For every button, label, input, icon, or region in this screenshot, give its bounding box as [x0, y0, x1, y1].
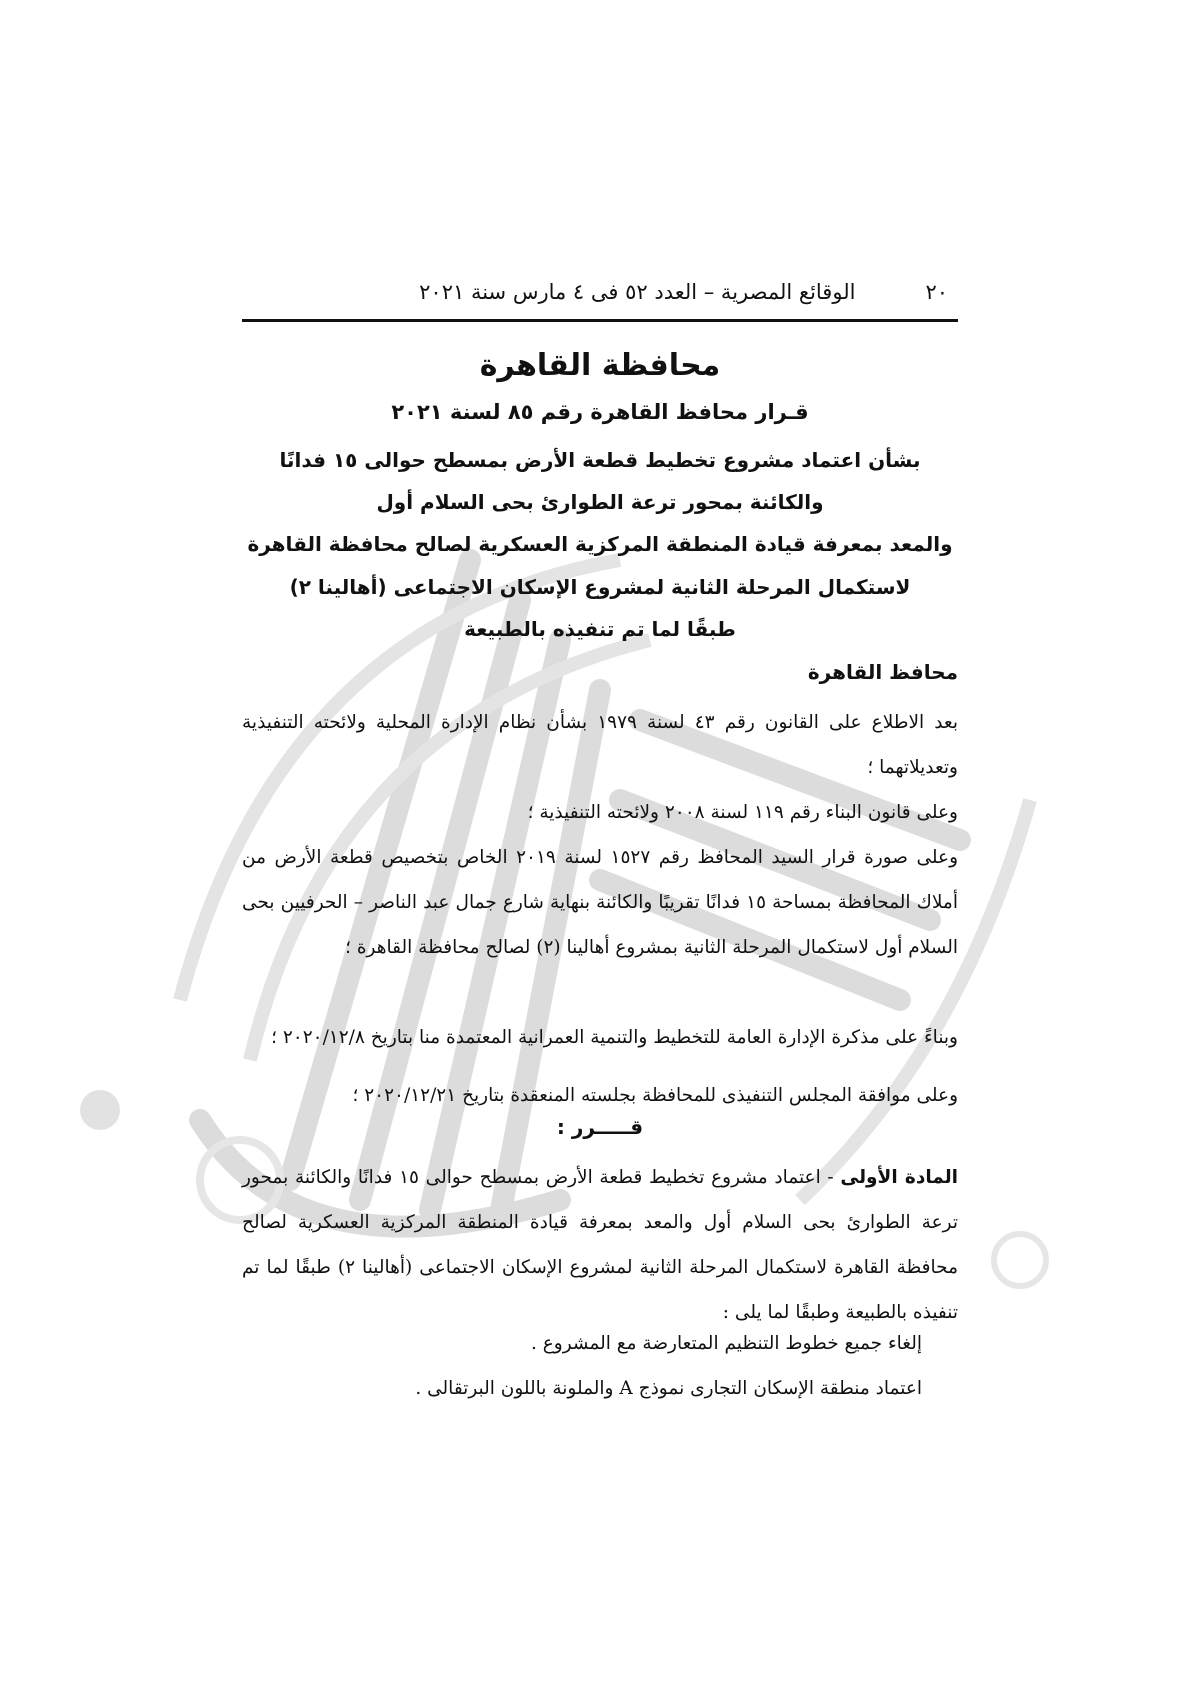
subject-line-3: والمعد بمعرفة قيادة المنطقة المركزية العسكرية لصالح محافظة القاهرة — [247, 532, 953, 556]
article-one — [242, 1155, 958, 1335]
governor-heading: محافظ القاهرة — [807, 660, 958, 684]
article-one-text: - اعتماد مشروع تخطيط قطعة الأرض بمسطح حوالى ١٥ فدانًا والكائنة بمحور ترعة الطوارئ بحى السلام أول والمعد بمعرفة قيادة المنطقة المركزية العسكرية لصالح محافظة القاهرة لاستكمال المرحلة الثانية لمشروع الإسكان الاجتماعى (أهالينا ٢) طبقًا لما تم تنفيذه بالطبيعة وطبقًا لما يلى : — [242, 1167, 958, 1323]
decides-heading: قـــــرر : — [556, 1115, 644, 1139]
subject-line-1: بشأن اعتماد مشروع تخطيط قطعة الأرض بمسطح حوالى ١٥ فدانًا — [279, 448, 921, 472]
subject-line-4: لاستكمال المرحلة الثانية لمشروع الإسكان الاجتماعى (أهالينا ٢) — [289, 575, 911, 599]
decision-title: قـرار محافظ القاهرة رقم ٨٥ لسنة ٢٠٢١ — [391, 400, 809, 424]
list-item-2: اعتماد منطقة الإسكان التجارى نموذج A والملونة باللون البرتقالى . — [415, 1378, 922, 1399]
article-one-label: المادة الأولى — [840, 1167, 958, 1188]
preamble-paragraph-4: وبناءً على مذكرة الإدارة العامة للتخطيط والتنمية العمرانية المعتمدة منا بتاريخ ٢٠٢٠/١٢/٨ ؛ — [271, 1027, 958, 1048]
preamble-paragraph-3: وعلى صورة قرار السيد المحافظ رقم ١٥٢٧ لسنة ٢٠١٩ الخاص بتخصيص قطعة الأرض من أملاك المحافظة بمساحة ١٥ فدانًا تقريبًا والكائنة بنهاية شارع جمال عبد الناصر – الحرفيين بحى السلام أول لاستكمال المرحلة الثانية بمشروع أهالينا (٢) لصالح محافظة القاهرة ؛ — [242, 847, 959, 958]
header-rule — [242, 319, 958, 322]
subject-line-2: والكائنة بمحور ترعة الطوارئ بحى السلام أول — [376, 490, 824, 514]
preamble-paragraph-2: وعلى قانون البناء رقم ١١٩ لسنة ٢٠٠٨ ولائحته التنفيذية ؛ — [527, 802, 958, 823]
governorate-title: محافظة القاهرة — [479, 348, 721, 383]
preamble-paragraph-5: وعلى موافقة المجلس التنفيذى للمحافظة بجلسته المنعقدة بتاريخ ٢٠٢٠/١٢/٢١ ؛ — [352, 1085, 958, 1106]
list-item-1: إلغاء جميع خطوط التنظيم المتعارضة مع المشروع . — [530, 1333, 922, 1354]
journal-title: الوقائع المصرية – العدد ٥٢ فى ٤ مارس سنة ٢٠٢١ — [419, 280, 856, 304]
subject-line-5: طبقًا لما تم تنفيذه بالطبيعة — [464, 617, 736, 641]
preamble-paragraph-1: بعد الاطلاع على القانون رقم ٤٣ لسنة ١٩٧٩ بشأن نظام الإدارة المحلية ولائحته التنفيذية وتعديلاتهما ؛ — [242, 712, 959, 778]
page-number: ٢٠ — [925, 280, 948, 304]
page-header — [242, 270, 958, 314]
